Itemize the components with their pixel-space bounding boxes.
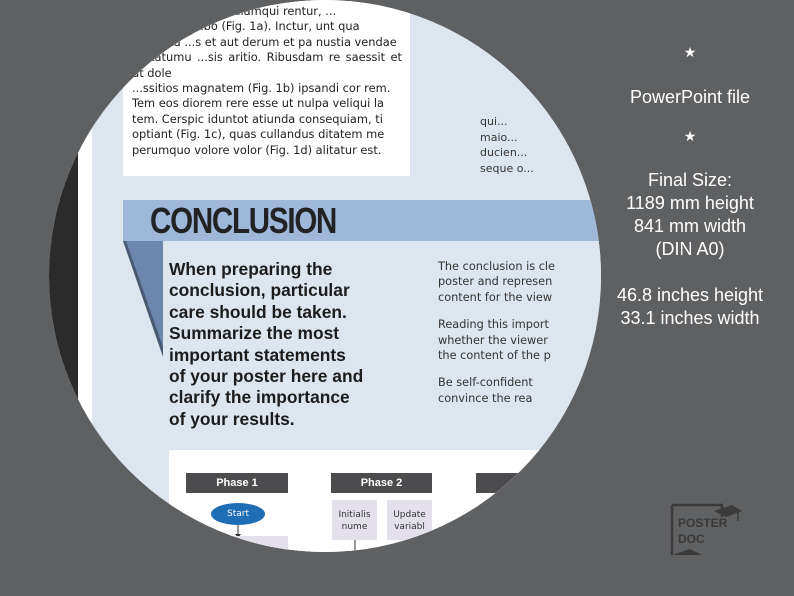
din-format: (DIN A0) [655, 239, 725, 259]
side-paragraph [438, 259, 601, 305]
lead-line: Summarize the most [169, 323, 340, 344]
side-line: Reading this import [438, 318, 549, 332]
header-fold-shape [123, 241, 163, 357]
text-line: Tem eos diorem rere esse ut nulpa veliqui la [132, 96, 385, 111]
right-text-fragment [480, 114, 600, 176]
logo-line-1: POSTER [678, 516, 728, 530]
star-divider-2 [600, 128, 780, 146]
text-line: optiant (Fig. 1c), quas cullandus ditatem me [132, 127, 385, 142]
phase-1-header: Phase 1 [186, 473, 288, 493]
logo-line-2: DOC [678, 532, 705, 546]
phase-3-header [476, 473, 536, 493]
side-line: poster and represen [438, 275, 553, 289]
flow-connector [352, 540, 358, 552]
fragment-line: ducien... [480, 146, 528, 160]
star-icon: ★ [683, 128, 697, 144]
text-line: ...ri... ...millabo (Fig. 1a). Inctur, unt qua [132, 19, 360, 34]
lead-line: conclusion, particular [169, 280, 350, 301]
conclusion-side-text [438, 259, 601, 418]
start-node: Start [211, 503, 265, 525]
magnifier-lens [49, 0, 601, 552]
poster-white-strip [78, 0, 92, 552]
star-divider-1 [600, 44, 780, 62]
text-line: ...nsecta ...s et aut derum et pa nustia vendae [132, 34, 397, 49]
phase-2-header: Phase 2 [331, 473, 432, 493]
height-inches: 46.8 inches height [616, 285, 764, 305]
file-type-label: PowerPoint file [629, 87, 751, 107]
side-line: whether the viewer [438, 333, 548, 347]
body-text-box [123, 0, 410, 176]
side-paragraph [438, 317, 601, 363]
process-box: ...sum [214, 536, 288, 552]
height-mm: 1189 mm height [626, 193, 754, 213]
star-icon: ★ [683, 44, 697, 60]
fragment-line: maio... [480, 130, 518, 144]
lead-line: important statements [169, 344, 346, 365]
side-line: Be self-confident [438, 376, 533, 390]
side-line: content for the view [438, 290, 553, 304]
width-inches: 33.1 inches width [620, 308, 760, 328]
poster-dark-edge [49, 0, 78, 552]
side-line: convince the rea [438, 391, 533, 405]
lead-line: When preparing the [169, 259, 333, 279]
conclusion-title: CONCLUSION [150, 200, 337, 241]
width-mm: 841 mm width [633, 216, 747, 236]
poster-preview [49, 0, 601, 552]
text-line: ...ssitios magnatem (Fig. 1b) ipsandi cor rem. [132, 81, 391, 96]
side-line: The conclusion is cle [438, 260, 555, 273]
fragment-line: seque o... [480, 161, 534, 175]
conclusion-lead-text [169, 259, 409, 430]
final-size-label: Final Size: [647, 170, 733, 190]
text-line: ...ptatumu ...sis aritio. Ribusdam re saessit et ut dole [132, 50, 402, 80]
text-line: perumquo volore volor (Fig. 1d) alitatur est. [132, 142, 382, 157]
lead-line: clarify the importance [169, 387, 350, 408]
lead-line: care should be taken. [169, 301, 347, 322]
text-line: tem. Cerspic iduntot atiunda consequiam, ti [132, 111, 383, 126]
text-line: ...l... ...quae ...t ...diamqui rentur, ... [132, 4, 337, 18]
update-box: Update variabl [387, 500, 432, 540]
posterdoc-logo [670, 503, 744, 559]
init-box: Initialis nume [332, 500, 377, 540]
side-paragraph [438, 375, 601, 406]
side-line: the content of the p [438, 349, 551, 363]
lead-line: of your poster here and [169, 366, 364, 387]
fragment-line: qui... [480, 115, 508, 128]
lead-line: of your results. [169, 408, 295, 429]
